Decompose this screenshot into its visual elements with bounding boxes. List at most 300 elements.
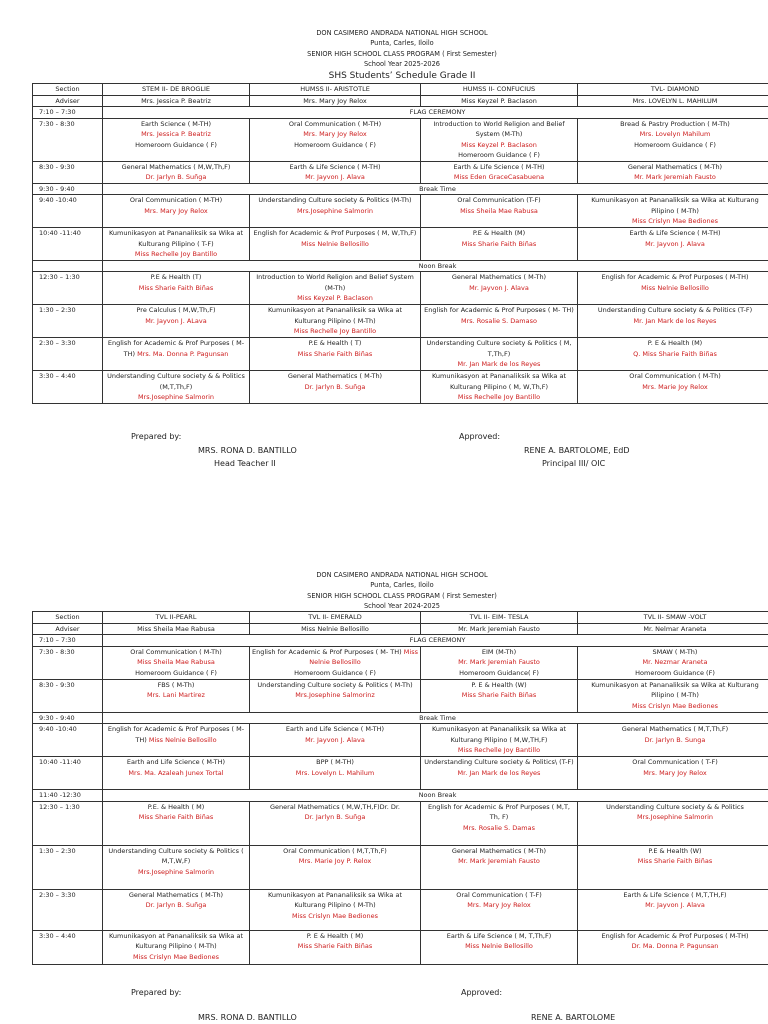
- teacher: Mr. Jayvon J. Alava: [645, 239, 705, 248]
- class-cell: [421, 272, 578, 305]
- subject: Understanding Culture society & & Politics: [606, 802, 744, 811]
- school-address: Punta, Carles, Iloilo: [370, 39, 434, 48]
- subject: Earth & Life Science ( M, T,Th,F): [446, 931, 552, 940]
- teacher: Miss Sharie Faith Biñas: [297, 942, 373, 951]
- table-row: [33, 107, 768, 119]
- teacher: Miss Rechelle Joy Bantillo: [293, 327, 377, 336]
- class-cell: [250, 371, 421, 404]
- class-cell: [250, 724, 421, 757]
- time-slot: 10:40 -11:40: [33, 757, 103, 790]
- subject: Understanding Culture society & Politics (M-Th): [258, 196, 412, 205]
- subject: Oral Communication (T-F): [457, 196, 541, 205]
- teacher: Miss Sharie Faith Biñas: [461, 239, 537, 248]
- class-cell: [421, 195, 578, 228]
- class-cell: [103, 161, 250, 183]
- adviser-name: Mrs. Jessica P. Beatriz: [103, 95, 250, 107]
- table-row: [33, 183, 768, 195]
- adviser-label: Adviser: [33, 623, 103, 635]
- subject: P.E & Health (T): [150, 273, 202, 282]
- subject: EIM (M-Th): [481, 647, 517, 656]
- teacher: Mrs. Lani Martirez: [147, 691, 205, 700]
- class-cell: [103, 118, 250, 161]
- subject: English for Academic & Prof Purposes ( M- TH): [252, 647, 402, 656]
- subject: P. E & Health ( M): [306, 931, 364, 940]
- subject: FBS ( M-Th): [157, 680, 195, 689]
- homeroom-note: Homeroom Guidance ( F): [135, 140, 217, 149]
- school-header: [32, 570, 768, 611]
- subject: Understanding Culture society & & Politics (T-F): [597, 306, 753, 315]
- subject: Oral Communication ( T-F): [632, 758, 718, 767]
- table-row: [33, 161, 768, 183]
- prepared-by-label: Prepared by:: [131, 432, 182, 441]
- teacher: Dr. Ma. Donna P. Pagunsan: [631, 942, 719, 951]
- subject: P. E & Health (M): [647, 339, 703, 348]
- section-name: TVL II- EMERALD: [250, 612, 421, 624]
- class-cell: [421, 228, 578, 261]
- subject: Oral Communication ( M-Th): [629, 372, 721, 381]
- section-label: Section: [33, 612, 103, 624]
- table-row: [33, 889, 768, 930]
- subject: Kumunikasyon at Pananaliksik sa Wika at Kulturang Pilipino ( M-Th): [591, 196, 759, 215]
- subject: English for Academic & Prof Purposes ( M- TH): [424, 306, 574, 315]
- class-cell: [250, 338, 421, 371]
- table-row: [33, 260, 768, 272]
- teacher: Mr. Mark Jeremiah Fausto: [458, 658, 540, 667]
- subject: English for Academic & Prof Purposes ( M-TH): [601, 273, 749, 282]
- span-label: Noon Break: [103, 260, 768, 272]
- school-address: Punta, Carles, Iloilo: [370, 581, 434, 590]
- subject: General Mathematics ( M-Th): [627, 162, 723, 171]
- class-cell: [578, 338, 768, 371]
- subject: P.E & Health ( T): [308, 339, 362, 348]
- teacher: Miss Crislyn Mae Bediones: [291, 911, 379, 920]
- class-cell: [103, 679, 250, 712]
- teacher: Mr. Nezmar Araneta: [642, 658, 708, 667]
- subject-with-teacher: [252, 647, 418, 668]
- teacher: Miss Eden GraceCasabuena: [453, 173, 545, 182]
- school-name: DON CASIMERO ANDRADA NATIONAL HIGH SCHOOL: [316, 29, 488, 37]
- subject-with-teacher: [423, 305, 575, 326]
- adviser-name: Mr. Mark Jeremiah Fausto: [421, 623, 578, 635]
- class-cell: [421, 757, 578, 790]
- subject: Oral Communication ( M,T,Th,F): [283, 846, 387, 855]
- homeroom-note: Homeroom Guidance ( F): [458, 151, 540, 160]
- section-name: TVL II- EIM- TESLA: [421, 612, 578, 624]
- teacher: Miss Sheila Mae Rabusa: [460, 206, 538, 215]
- time-slot: 1:30 – 2:30: [33, 845, 103, 889]
- subject: Oral Communication ( T-F): [456, 890, 542, 899]
- subject: Understanding Culture society & Politics ( M,T,W,F): [108, 846, 244, 866]
- teacher: Mr. Mark Jeremiah Fausto: [458, 857, 540, 866]
- table-row: [33, 118, 768, 161]
- class-cell: [578, 195, 768, 228]
- class-cell: [103, 930, 250, 964]
- class-cell: [103, 338, 250, 371]
- subject: Understanding Culture society & Politics ( M, T,Th,F): [426, 339, 572, 358]
- teacher: Q. Miss Sharie Faith Biñas: [633, 349, 717, 358]
- teacher: Mr. Jayvon J. Alava: [469, 283, 529, 292]
- section-name: HUMSS II- CONFUCIUS: [421, 84, 578, 96]
- section-name: TVL II-PEARL: [103, 612, 250, 624]
- teacher: Miss Rechelle Joy Bantillo: [457, 746, 541, 755]
- schedule-block-1: [32, 28, 768, 404]
- span-label: Noon Break: [103, 790, 768, 802]
- subject: Kumunikasyon at Pananaliksik sa Wika at Kulturang Pilipino ( M,W,TH,F): [431, 725, 567, 744]
- table-row: [33, 724, 768, 757]
- subject: Earth and Life Science ( M-TH): [285, 725, 385, 734]
- class-cell: [250, 801, 421, 845]
- teacher: Mrs.Josephine Salmorin: [296, 206, 374, 215]
- time-slot: 11:40 -12:30: [33, 790, 103, 802]
- teacher: Mr. Jayvon J. ALava: [145, 316, 207, 325]
- adviser-name: Miss Keyzel P. Baclason: [421, 95, 578, 107]
- class-cell: [103, 195, 250, 228]
- time-slot: 7:30 - 8:30: [33, 646, 103, 679]
- class-cell: [103, 724, 250, 757]
- teacher: Miss Sharie Faith Biñas: [138, 813, 214, 822]
- subject: English for Academic & Prof Purposes ( M- TH): [107, 725, 245, 744]
- table-row: [33, 757, 768, 790]
- teacher: Mrs. Ma. Azaleah Junex Tortal: [128, 768, 224, 777]
- class-cell: [250, 679, 421, 712]
- subject: Earth and Life Science ( M-TH): [126, 758, 226, 767]
- teacher: Miss Crislyn Mae Bediones: [631, 217, 719, 226]
- subject: General Mathematics ( M,T,Th,F): [621, 725, 729, 734]
- adviser-name: Mr. Nelmar Araneta: [578, 623, 768, 635]
- class-cell: [421, 724, 578, 757]
- table-row: [33, 338, 768, 371]
- class-cell: [578, 228, 768, 261]
- class-cell: [103, 845, 250, 889]
- section-label: Section: [33, 84, 103, 96]
- subject-with-teacher: [105, 724, 247, 745]
- section-name: HUMSS II- ARISTOTLE: [250, 84, 421, 96]
- class-cell: [250, 646, 421, 679]
- teacher: Mrs. Rosalie S. Damas: [463, 823, 535, 832]
- class-cell: [421, 801, 578, 845]
- homeroom-note: Homeroom Guidance ( F): [294, 668, 376, 677]
- class-cell: [250, 118, 421, 161]
- class-cell: [578, 845, 768, 889]
- table-row: [33, 930, 768, 964]
- time-slot: 9:40 -10:40: [33, 724, 103, 757]
- class-cell: [103, 305, 250, 338]
- teacher: Mrs. Mary Joy Relox: [144, 206, 208, 215]
- time-slot: 8:30 - 9:30: [33, 161, 103, 183]
- class-cell: [578, 272, 768, 305]
- teacher: Miss Rechelle Joy Bantillo: [134, 250, 218, 259]
- subject: General Mathematics ( M-Th): [128, 890, 224, 899]
- time-slot: 3:30 – 4:40: [33, 930, 103, 964]
- class-cell: [103, 757, 250, 790]
- table-row: [33, 646, 768, 679]
- table-row: [33, 712, 768, 724]
- subject: Introduction to World Religion and Belief System (M-Th): [256, 273, 414, 292]
- teacher: Miss Nelnie Bellosillo: [148, 735, 217, 744]
- preparer-name: MRS. RONA D. BANTILLO: [198, 1013, 297, 1022]
- approver-name: RENE A. BARTOLOME, EdD: [524, 446, 630, 455]
- teacher: Mrs. Marie Joy Relox: [642, 382, 708, 391]
- class-cell: [421, 930, 578, 964]
- subject: Oral Communication ( M-TH): [288, 119, 382, 128]
- subject: SMAW ( M-Th): [652, 647, 698, 656]
- approved-label: Approved:: [461, 988, 503, 997]
- subject: Understanding Culture society & Politics\ (T-F): [424, 758, 574, 767]
- teacher: Mrs.Josephine Salmorin: [137, 867, 215, 876]
- teacher: Mr. Mark Jeremiah Fausto: [634, 173, 716, 182]
- class-cell: [103, 371, 250, 404]
- adviser-label: Adviser: [33, 95, 103, 107]
- table-row: [33, 845, 768, 889]
- span-label: FLAG CEREMONY: [103, 107, 768, 119]
- teacher: Mrs. Lovelyn Mahilum: [639, 130, 711, 139]
- adviser-name: Miss Nelnie Bellosillo: [250, 623, 421, 635]
- teacher: Mrs. Rosalie S. Damaso: [461, 316, 537, 325]
- subject: General Mathematics ( M,W,TH,F)Dr. Dr.: [270, 802, 400, 811]
- span-label: Break Time: [103, 712, 768, 724]
- time-slot: 7:30 - 8:30: [33, 118, 103, 161]
- teacher: Miss Rechelle Joy Bantillo: [457, 393, 541, 402]
- subject: BPP ( M-TH): [316, 758, 354, 767]
- program-title: SENIOR HIGH SCHOOL CLASS PROGRAM ( First Semester): [307, 49, 497, 58]
- class-cell: [578, 757, 768, 790]
- class-cell: [421, 889, 578, 930]
- preparer-title: Head Teacher II: [214, 459, 276, 468]
- class-cell: [578, 679, 768, 712]
- table-row: [33, 635, 768, 647]
- subject: Kumunikasyon at Pananaliksik sa Wika at Kulturang Pilipino ( M-Th): [267, 890, 403, 910]
- time-slot: 3:30 – 4:40: [33, 371, 103, 404]
- time-slot: 12:30 – 1:30: [33, 801, 103, 845]
- class-cell: [421, 338, 578, 371]
- subject: English for Academic & Prof Purposes ( M-TH): [601, 931, 749, 940]
- class-cell: [250, 228, 421, 261]
- subject-with-teacher: [105, 338, 247, 359]
- teacher: Miss Sheila Mae Rabusa: [137, 658, 215, 667]
- teacher: Miss Sharie Faith Biñas: [637, 857, 713, 866]
- subject: P.E & Health (W): [648, 846, 702, 855]
- teacher: Dr. Jarlyn B. Suñga: [304, 813, 366, 822]
- class-cell: [578, 305, 768, 338]
- table-row: [33, 195, 768, 228]
- span-label: Break Time: [103, 183, 768, 195]
- class-cell: [103, 801, 250, 845]
- teacher: Mr. Jayvon J. Alava: [305, 735, 365, 744]
- class-cell: [421, 161, 578, 183]
- subject: Earth Science ( M-TH): [140, 119, 212, 128]
- class-cell: [578, 801, 768, 845]
- class-cell: [250, 195, 421, 228]
- table-row: [33, 272, 768, 305]
- subject: Kumunikasyon at Pananaliksik sa Wika at Kulturang Pilipino ( T-F): [108, 229, 244, 248]
- subject: Pre Calculus ( M,W,Th,F): [136, 306, 216, 315]
- schedule-block-2: [32, 570, 768, 965]
- subject: General Mathematics ( M-Th): [451, 273, 547, 282]
- table-row: [33, 679, 768, 712]
- subject: Kumunikasyon at Pananaliksik sa Wika at Kulturang Pilipino ( M, W,Th,F): [431, 372, 567, 391]
- table-row: [33, 801, 768, 845]
- class-cell: [578, 371, 768, 404]
- prepared-by-label: Prepared by:: [131, 988, 182, 997]
- teacher: Mrs.Josephine Salmorinz: [295, 691, 375, 700]
- time-slot: 2:30 – 3:30: [33, 338, 103, 371]
- class-cell: [103, 228, 250, 261]
- adviser-row: [33, 623, 768, 635]
- subject: Kumunikasyon at Pananaliksik sa Wika at Kulturang Pilipino ( M-Th): [267, 306, 403, 325]
- teacher: Mrs. Marie Joy P. Relox: [298, 857, 372, 866]
- teacher: Mrs.Josephine Salmorin: [137, 393, 215, 402]
- schedule-table: [32, 83, 768, 404]
- section-name: TVL- DIAMOND: [578, 84, 768, 96]
- teacher: Mrs. Ma. Donna P. Pagunsan: [137, 349, 229, 358]
- time-slot: 9:40 -10:40: [33, 195, 103, 228]
- teacher: Mr. Jan Mark de los Reyes: [457, 768, 541, 777]
- table-row: [33, 790, 768, 802]
- time-slot: 1:30 – 2:30: [33, 305, 103, 338]
- class-cell: [250, 757, 421, 790]
- teacher: Miss Nelnie Bellosillo: [301, 239, 369, 248]
- class-cell: [103, 889, 250, 930]
- schedule-title: SHS Students’ Schedule Grade II: [328, 71, 476, 82]
- teacher: Miss Nelnie Bellosillo: [465, 942, 533, 951]
- time-slot: 2:30 – 3:30: [33, 889, 103, 930]
- teacher: Mr. Jayvon J. Alava: [645, 901, 705, 910]
- teacher: Dr. Jarlyn B. Suñga: [145, 173, 207, 182]
- section-name: TVL II- SMAW -VOLT: [578, 612, 768, 624]
- teacher: Miss Crislyn Mae Bediones: [132, 952, 220, 961]
- class-cell: [103, 272, 250, 305]
- class-cell: [250, 272, 421, 305]
- adviser-name: Mrs. Mary Joy Relox: [250, 95, 421, 107]
- subject: Earth & Life Science ( M-TH): [289, 162, 381, 171]
- span-label: FLAG CEREMONY: [103, 635, 768, 647]
- teacher: Miss Nelnie Bellosillo: [641, 283, 709, 292]
- subject: Earth & Life Science ( M,T,TH,F): [623, 890, 727, 899]
- subject: General Mathematics ( M,W,Th,F): [121, 162, 231, 171]
- class-cell: [421, 646, 578, 679]
- time-slot: 7:10 – 7:30: [33, 635, 103, 647]
- homeroom-note: Homeroom Guidance ( F): [294, 140, 376, 149]
- subject: P.E. & Health ( M): [147, 802, 205, 811]
- subject: General Mathematics ( M-Th): [287, 372, 383, 381]
- subject: Kumunikasyon at Pananaliksik sa Wika at Kulturang Pilipino ( M-Th): [591, 680, 759, 700]
- teacher: Mr. Jayvon J. Alava: [305, 173, 365, 182]
- teacher: Miss Sharie Faith Biñas: [297, 349, 373, 358]
- subject: Introduction to World Religion and Belief System (M-Th): [433, 119, 565, 139]
- adviser-name: Mrs. LOVELYN L. MAHILUM: [578, 95, 768, 107]
- class-cell: [421, 371, 578, 404]
- subject: Oral Communication ( M-Th): [130, 647, 222, 656]
- class-cell: [578, 724, 768, 757]
- section-header-row: [33, 612, 768, 624]
- subject: Bread & Pastry Production ( M-Th): [620, 119, 730, 128]
- schedule-table: [32, 611, 768, 965]
- class-cell: [421, 305, 578, 338]
- subject: Earth & Life Science ( M-TH): [629, 229, 721, 238]
- homeroom-note: Homeroom Guidance( F): [459, 668, 539, 677]
- school-name: DON CASIMERO ANDRADA NATIONAL HIGH SCHOOL: [316, 571, 488, 579]
- approver-title: Principal III/ OIC: [542, 459, 606, 468]
- teacher: Mrs. Mary Joy Relox: [643, 768, 707, 777]
- homeroom-note: Homeroom Guidance ( F): [634, 140, 716, 149]
- teacher: Mr. Jan Mark de los Reyes: [457, 360, 541, 369]
- class-cell: [250, 889, 421, 930]
- time-slot: 9:30 - 9:40: [33, 183, 103, 195]
- adviser-row: [33, 95, 768, 107]
- teacher: Miss Keyzel P. Baclason: [297, 294, 373, 303]
- teacher: Mrs. Jessica P. Beatriz: [141, 130, 211, 139]
- time-slot: [33, 260, 103, 272]
- class-cell: [578, 161, 768, 183]
- subject: P. E & Health (W): [471, 680, 527, 689]
- homeroom-note: Homeroom Guidance ( F): [135, 668, 217, 677]
- class-cell: [578, 930, 768, 964]
- class-cell: [578, 889, 768, 930]
- adviser-name: Miss Sheila Mae Rabusa: [103, 623, 250, 635]
- time-slot: 8:30 - 9:30: [33, 679, 103, 712]
- teacher: Mrs.Josephine Salmorin: [636, 813, 714, 822]
- subject: Oral Communication ( M-TH): [129, 196, 223, 205]
- teacher: Mrs. Mary Joy Relox: [467, 901, 531, 910]
- teacher: Miss Sharie Faith Biñas: [138, 283, 214, 292]
- teacher: Mrs. Mary Joy Relox: [303, 130, 367, 139]
- subject: Earth & Life Science ( M-TH): [453, 162, 545, 171]
- section-name: STEM II- DE BROGLIE: [103, 84, 250, 96]
- class-cell: [250, 305, 421, 338]
- subject: General Mathematics ( M-Th): [451, 846, 547, 855]
- teacher: Mrs. Lovelyn L. Mahilum: [295, 768, 375, 777]
- preparer-name: MRS. RONA D. BANTILLO: [198, 446, 297, 455]
- section-header-row: [33, 84, 768, 96]
- subject: English for Academic & Prof Purposes ( M,T, Th, F): [428, 802, 570, 822]
- class-cell: [421, 118, 578, 161]
- teacher: Miss Keyzel P. Baclason: [461, 140, 537, 149]
- approver-name: RENE A. BARTOLOME: [531, 1013, 616, 1022]
- school-year: School Year 2025-2026: [364, 59, 440, 68]
- class-cell: [250, 161, 421, 183]
- approved-label: Approved:: [459, 432, 501, 441]
- time-slot: 10:40 -11:40: [33, 228, 103, 261]
- time-slot: 7:10 – 7:30: [33, 107, 103, 119]
- time-slot: 12:30 – 1:30: [33, 272, 103, 305]
- subject: Kumunikasyon at Pananaliksik sa Wika at Kulturang Pilipino ( M-Th): [108, 931, 244, 951]
- teacher: Miss Nelnie Bellosillo: [309, 647, 418, 667]
- class-cell: [421, 845, 578, 889]
- table-row: [33, 305, 768, 338]
- teacher: Mr. Jan Mark de los Reyes: [633, 316, 717, 325]
- subject: English for Academic & Prof Purposes ( M, W,Th,F): [253, 229, 417, 238]
- class-cell: [103, 646, 250, 679]
- teacher: Dr. Jarlyn B. Sunga: [644, 735, 706, 744]
- class-cell: [578, 646, 768, 679]
- homeroom-note: Homeroom Guidance (F): [635, 668, 715, 677]
- program-title: SENIOR HIGH SCHOOL CLASS PROGRAM ( First Semester): [307, 591, 497, 600]
- class-cell: [421, 679, 578, 712]
- table-row: [33, 371, 768, 404]
- class-cell: [578, 118, 768, 161]
- class-cell: [250, 845, 421, 889]
- class-cell: [250, 930, 421, 964]
- table-row: [33, 228, 768, 261]
- subject: Understanding Culture society & Politics ( M-Th): [257, 680, 413, 689]
- subject: English for Academic & Prof Purposes ( M-TH): [107, 339, 245, 358]
- time-slot: 9:30 - 9:40: [33, 712, 103, 724]
- school-year: School Year 2024-2025: [364, 601, 440, 610]
- subject: Understanding Culture society & & Politics (M,T,Th,F): [107, 372, 245, 391]
- teacher: Miss Sharie Faith Biñas: [461, 691, 537, 700]
- subject: P.E & Health (M): [472, 229, 526, 238]
- teacher: Dr. Jarlyn B. Suñga: [304, 382, 366, 391]
